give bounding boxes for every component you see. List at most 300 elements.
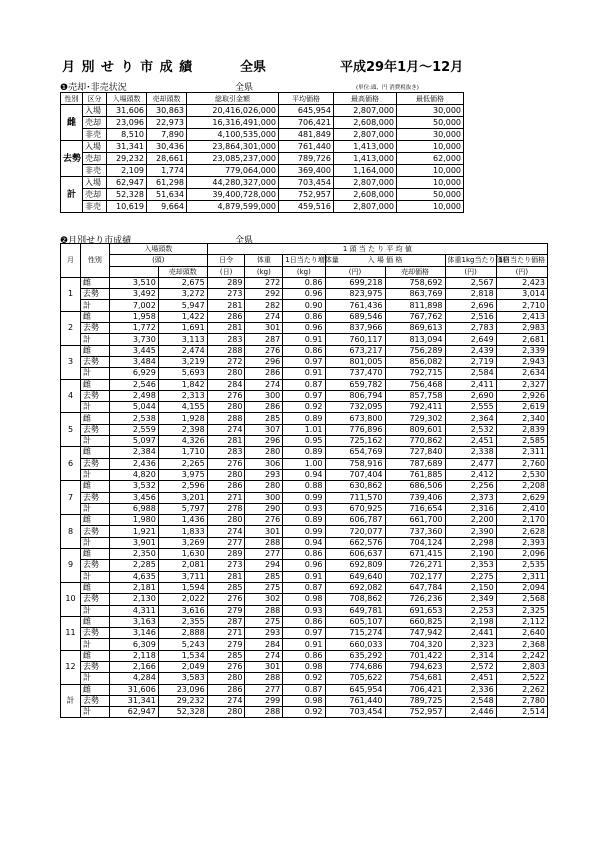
value-cell: 2,323 [445, 639, 496, 650]
value-cell: 737,360 [385, 526, 445, 537]
value-cell: 3,272 [158, 289, 207, 300]
sex-cell: 雌 [81, 650, 110, 661]
value-cell: 285 [207, 650, 245, 661]
value-cell: 704,124 [385, 537, 445, 548]
cell-total: 779,064,000 [187, 165, 279, 177]
sex-cell: 雌 [81, 277, 110, 288]
value-cell: 281 [207, 571, 245, 582]
value-cell: 635,292 [325, 650, 385, 661]
value-cell: 1,691 [158, 323, 207, 334]
th-month: 月 [61, 244, 81, 278]
value-cell: 729,302 [385, 413, 445, 424]
value-cell: 2,690 [445, 390, 496, 401]
value-cell: 732,095 [325, 402, 385, 413]
value-cell: 7,002 [109, 300, 158, 311]
value-cell: 0.87 [283, 684, 325, 695]
value-cell: 1.00 [283, 458, 325, 469]
cell-avg: 645,954 [279, 105, 334, 117]
value-cell: 2,190 [445, 549, 496, 560]
value-cell: 2,353 [445, 560, 496, 571]
sex-cell: 雌 [81, 311, 110, 322]
value-cell: 2,413 [496, 311, 547, 322]
cell-min: 10,000 [397, 177, 464, 189]
period-label: 平成29年1月～12月 [340, 60, 464, 75]
table-row [61, 661, 548, 672]
sex-cell: 去勢 [81, 424, 110, 435]
value-cell: 2,373 [445, 492, 496, 503]
cell-head: 29,232 [107, 153, 147, 165]
value-cell: 671,415 [385, 549, 445, 560]
table-row [61, 379, 548, 390]
value-cell: 2,311 [496, 571, 547, 582]
value-cell: 2,313 [158, 390, 207, 401]
value-cell: 3,201 [158, 492, 207, 503]
cell-min: 50,000 [397, 117, 464, 129]
kubun-cell: 入場 [83, 105, 107, 117]
sex-cell: 雌 [81, 515, 110, 526]
value-cell: 660,825 [385, 616, 445, 627]
value-cell: 274 [245, 379, 283, 390]
table-row [61, 571, 548, 582]
value-cell: 280 [207, 707, 245, 718]
th-sex: 性別 [61, 93, 83, 105]
value-cell: 2,410 [496, 503, 547, 514]
value-cell: 287 [245, 334, 283, 345]
value-cell: 2,596 [158, 481, 207, 492]
value-cell: 2,256 [445, 481, 496, 492]
value-cell: 6,309 [109, 639, 158, 650]
value-cell: 285 [245, 413, 283, 424]
month-label: 8 [61, 515, 81, 549]
table-row [61, 153, 464, 165]
kubun-cell: 入場 [83, 141, 107, 153]
cell-sold: 61,298 [147, 177, 187, 189]
value-cell: 0.87 [283, 379, 325, 390]
value-cell: 2,439 [445, 345, 496, 356]
sex-cell: 去勢 [81, 526, 110, 537]
value-cell: 2,780 [496, 695, 547, 706]
value-cell: 296 [245, 436, 283, 447]
prefecture-label: 全県 [240, 60, 267, 75]
value-cell: 274 [207, 424, 245, 435]
value-cell: 2,888 [158, 628, 207, 639]
value-cell: 273 [207, 289, 245, 300]
value-cell: 770,862 [385, 436, 445, 447]
table-row [61, 311, 548, 322]
sex-cell: 去勢 [81, 458, 110, 469]
value-cell: 3,219 [158, 356, 207, 367]
value-cell: 62,947 [109, 707, 158, 718]
value-cell: 856,082 [385, 356, 445, 367]
value-cell: 296 [245, 356, 283, 367]
value-cell: 283 [207, 447, 245, 458]
value-cell: 280 [207, 515, 245, 526]
value-cell: 276 [207, 390, 245, 401]
value-cell: 23,096 [158, 684, 207, 695]
value-cell: 0.92 [283, 673, 325, 684]
table-row [61, 515, 548, 526]
sex-cell: 計 [81, 436, 110, 447]
value-cell: 673,217 [325, 345, 385, 356]
th-price-unit: (円) [325, 266, 385, 277]
sex-cell: 去勢 [81, 289, 110, 300]
value-cell: 0.91 [283, 368, 325, 379]
table-row [61, 323, 548, 334]
value-cell: 2,839 [496, 424, 547, 435]
table-row [61, 605, 548, 616]
value-cell: 2,555 [445, 402, 496, 413]
value-cell: 2,349 [445, 594, 496, 605]
table-row [61, 345, 548, 356]
table-row [61, 526, 548, 537]
value-cell: 2,298 [445, 537, 496, 548]
sex-cell: 雌 [81, 616, 110, 627]
value-cell: 280 [207, 469, 245, 480]
value-cell: 294 [245, 560, 283, 571]
value-cell: 287 [207, 616, 245, 627]
value-cell: 2,242 [496, 650, 547, 661]
th-blank [109, 266, 158, 277]
cell-min: 10,000 [397, 201, 464, 213]
value-cell: 701,422 [385, 650, 445, 661]
th-perday-unit: (円) [496, 266, 547, 277]
value-cell: 277 [245, 684, 283, 695]
value-cell: 747,942 [385, 628, 445, 639]
value-cell: 2,477 [445, 458, 496, 469]
value-cell: 0.92 [283, 707, 325, 718]
cell-min: 50,000 [397, 189, 464, 201]
month-label: 10 [61, 582, 81, 616]
value-cell: 2,567 [445, 277, 496, 288]
value-cell: 300 [245, 390, 283, 401]
group-label: 雌 [61, 105, 83, 141]
value-cell: 0.86 [283, 277, 325, 288]
th-sold-price: 売却価格 [385, 266, 445, 277]
value-cell: 2,096 [496, 549, 547, 560]
value-cell: 288 [245, 673, 283, 684]
value-cell: 692,082 [325, 582, 385, 593]
value-cell: 0.96 [283, 289, 325, 300]
value-cell: 2,081 [158, 560, 207, 571]
th-avg: 平均価格 [279, 93, 334, 105]
th-gain: 1日当たり増体量 [283, 255, 325, 266]
value-cell: 0.98 [283, 695, 325, 706]
value-cell: 288 [245, 537, 283, 548]
cell-total: 23,864,301,000 [187, 141, 279, 153]
value-cell: 4,311 [109, 605, 158, 616]
value-cell: 789,725 [385, 695, 445, 706]
value-cell: 274 [207, 526, 245, 537]
value-cell: 0.97 [283, 356, 325, 367]
value-cell: 2,585 [496, 436, 547, 447]
value-cell: 705,622 [325, 673, 385, 684]
sex-cell: 去勢 [81, 356, 110, 367]
value-cell: 0.98 [283, 661, 325, 672]
value-cell: 2,390 [445, 526, 496, 537]
value-cell: 708,862 [325, 594, 385, 605]
value-cell: 2,474 [158, 345, 207, 356]
value-cell: 286 [245, 368, 283, 379]
value-cell: 281 [207, 300, 245, 311]
th-days-unit: (日) [207, 266, 245, 277]
value-cell: 649,781 [325, 605, 385, 616]
value-cell: 277 [207, 537, 245, 548]
sex-cell: 去勢 [81, 594, 110, 605]
value-cell: 3,532 [109, 481, 158, 492]
value-cell: 0.92 [283, 402, 325, 413]
value-cell: 284 [245, 639, 283, 650]
value-cell: 704,320 [385, 639, 445, 650]
value-cell: 301 [245, 526, 283, 537]
value-cell: 606,637 [325, 549, 385, 560]
table-row [61, 458, 548, 469]
table-row [61, 277, 548, 288]
value-cell: 752,957 [385, 707, 445, 718]
value-cell: 288 [207, 345, 245, 356]
value-cell: 2,522 [496, 673, 547, 684]
value-cell: 2,719 [445, 356, 496, 367]
value-cell: 2,629 [496, 492, 547, 503]
value-cell: 2,818 [445, 289, 496, 300]
value-cell: 2,112 [496, 616, 547, 627]
month-label: 11 [61, 616, 81, 650]
value-cell: 2,634 [496, 368, 547, 379]
month-label: 3 [61, 345, 81, 379]
value-cell: 645,954 [325, 684, 385, 695]
value-cell: 2,446 [445, 707, 496, 718]
table-row [61, 189, 464, 201]
value-cell: 857,758 [385, 390, 445, 401]
sex-cell: 去勢 [81, 628, 110, 639]
cell-sold: 7,890 [147, 129, 187, 141]
table-row [61, 177, 464, 189]
sex-cell: 去勢 [81, 323, 110, 334]
value-cell: 737,470 [325, 368, 385, 379]
value-cell: 756,468 [385, 379, 445, 390]
value-cell: 758,916 [325, 458, 385, 469]
cell-sold: 22,973 [147, 117, 187, 129]
value-cell: 2,535 [496, 560, 547, 571]
cell-min: 10,000 [397, 165, 464, 177]
value-cell: 4,820 [109, 469, 158, 480]
table-row [61, 390, 548, 401]
cell-min: 30,000 [397, 129, 464, 141]
value-cell: 4,284 [109, 673, 158, 684]
value-cell: 670,925 [325, 503, 385, 514]
value-cell: 0.93 [283, 503, 325, 514]
sex-cell: 去勢 [81, 560, 110, 571]
sex-cell: 計 [81, 537, 110, 548]
table-row [61, 582, 548, 593]
value-cell: 276 [207, 661, 245, 672]
month-label: 2 [61, 311, 81, 345]
th-total: 総取引金額 [187, 93, 279, 105]
table-row [61, 707, 548, 718]
value-cell: 300 [245, 492, 283, 503]
value-cell: 630,862 [325, 481, 385, 492]
value-cell: 4,635 [109, 571, 158, 582]
value-cell: 2,983 [496, 323, 547, 334]
table-row [61, 368, 548, 379]
value-cell: 673,800 [325, 413, 385, 424]
value-cell: 726,271 [385, 560, 445, 571]
value-cell: 301 [245, 661, 283, 672]
cell-head: 8,510 [107, 129, 147, 141]
sex-cell: 去勢 [81, 390, 110, 401]
value-cell: 2,350 [109, 549, 158, 560]
month-label: 6 [61, 447, 81, 481]
value-cell: 758,692 [385, 277, 445, 288]
table-row [61, 549, 548, 560]
value-cell: 2,393 [496, 537, 547, 548]
value-cell: 2,355 [158, 616, 207, 627]
value-cell: 2,170 [496, 515, 547, 526]
value-cell: 715,274 [325, 628, 385, 639]
value-cell: 285 [245, 571, 283, 582]
value-cell: 647,784 [385, 582, 445, 593]
value-cell: 276 [245, 345, 283, 356]
value-cell: 756,289 [385, 345, 445, 356]
value-cell: 1,921 [109, 526, 158, 537]
value-cell: 754,681 [385, 673, 445, 684]
cell-sold: 30,436 [147, 141, 187, 153]
value-cell: 279 [207, 605, 245, 616]
value-cell: 686,506 [385, 481, 445, 492]
value-cell: 3,901 [109, 537, 158, 548]
value-cell: 2,538 [109, 413, 158, 424]
kubun-cell: 売却 [83, 153, 107, 165]
value-cell: 0.86 [283, 650, 325, 661]
value-cell: 2,411 [445, 379, 496, 390]
sex-cell: 計 [81, 503, 110, 514]
value-cell: 707,404 [325, 469, 385, 480]
th-max: 最高価格 [334, 93, 397, 105]
value-cell: 293 [245, 469, 283, 480]
value-cell: 2,130 [109, 594, 158, 605]
value-cell: 0.95 [283, 436, 325, 447]
cell-sold: 9,664 [147, 201, 187, 213]
cell-total: 23,085,237,000 [187, 153, 279, 165]
value-cell: 0.93 [283, 605, 325, 616]
table-row [61, 105, 464, 117]
value-cell: 3,014 [496, 289, 547, 300]
value-cell: 2,559 [109, 424, 158, 435]
value-cell: 273 [207, 560, 245, 571]
sex-cell: 計 [81, 300, 110, 311]
value-cell: 31,341 [109, 695, 158, 706]
value-cell: 727,840 [385, 447, 445, 458]
value-cell: 711,570 [325, 492, 385, 503]
month-label: 5 [61, 413, 81, 447]
value-cell: 5,693 [158, 368, 207, 379]
value-cell: 2,198 [445, 616, 496, 627]
value-cell: 1,772 [109, 323, 158, 334]
value-cell: 277 [245, 549, 283, 560]
value-cell: 274 [245, 650, 283, 661]
table-row [61, 537, 548, 548]
value-cell: 0.94 [283, 469, 325, 480]
value-cell: 2,338 [445, 447, 496, 458]
value-cell: 286 [245, 402, 283, 413]
value-cell: 0.86 [283, 549, 325, 560]
unit-note: (単位:頭、円 消費税抜き) [356, 85, 419, 91]
value-cell: 720,077 [325, 526, 385, 537]
cell-sold: 51,634 [147, 189, 187, 201]
table-row [61, 492, 548, 503]
value-cell: 3,975 [158, 469, 207, 480]
th-gain-unit: (kg) [283, 266, 325, 277]
value-cell: 761,885 [385, 469, 445, 480]
value-cell: 837,966 [325, 323, 385, 334]
value-cell: 1,422 [158, 311, 207, 322]
value-cell: 702,177 [385, 571, 445, 582]
value-cell: 280 [207, 402, 245, 413]
value-cell: 787,689 [385, 458, 445, 469]
value-cell: 2,364 [445, 413, 496, 424]
cell-avg: 369,400 [279, 165, 334, 177]
value-cell: 0.88 [283, 481, 325, 492]
table-row [61, 165, 464, 177]
cell-head: 31,606 [107, 105, 147, 117]
month-label: 1 [61, 277, 81, 311]
value-cell: 2,516 [445, 311, 496, 322]
value-cell: 3,616 [158, 605, 207, 616]
th-kubun: 区分 [83, 93, 107, 105]
value-cell: 52,328 [158, 707, 207, 718]
value-cell: 284 [207, 379, 245, 390]
value-cell: 4,155 [158, 402, 207, 413]
value-cell: 2,572 [445, 661, 496, 672]
value-cell: 5,947 [158, 300, 207, 311]
value-cell: 806,794 [325, 390, 385, 401]
value-cell: 286 [207, 311, 245, 322]
value-cell: 0.99 [283, 526, 325, 537]
table-row [61, 436, 548, 447]
value-cell: 706,421 [385, 684, 445, 695]
value-cell: 2,253 [445, 605, 496, 616]
value-cell: 3,510 [109, 277, 158, 288]
cell-min: 10,000 [397, 141, 464, 153]
th-per-head: 1 頭 当 た り 平 均 値 [207, 244, 547, 255]
table-row [61, 141, 464, 153]
cell-avg: 789,726 [279, 153, 334, 165]
value-cell: 5,797 [158, 503, 207, 514]
value-cell: 275 [245, 582, 283, 593]
sex-cell: 雌 [81, 345, 110, 356]
cell-sold: 30,863 [147, 105, 187, 117]
value-cell: 2,514 [496, 707, 547, 718]
value-cell: 288 [207, 413, 245, 424]
value-cell: 2,200 [445, 515, 496, 526]
value-cell: 2,368 [496, 639, 547, 650]
month-label: 7 [61, 481, 81, 515]
value-cell: 286 [207, 481, 245, 492]
cell-avg: 481,849 [279, 129, 334, 141]
section2-title: ❷月別せり市成績 [60, 236, 132, 246]
cell-head: 62,947 [107, 177, 147, 189]
sex-cell: 雌 [81, 582, 110, 593]
sex-cell: 去勢 [81, 661, 110, 672]
value-cell: 3,163 [109, 616, 158, 627]
value-cell: 0.91 [283, 639, 325, 650]
sex-cell: 計 [81, 571, 110, 582]
value-cell: 2,436 [109, 458, 158, 469]
cell-head: 10,619 [107, 201, 147, 213]
value-cell: 2,546 [109, 379, 158, 390]
value-cell: 271 [207, 628, 245, 639]
table-row [61, 424, 548, 435]
sales-status-body [61, 105, 464, 213]
